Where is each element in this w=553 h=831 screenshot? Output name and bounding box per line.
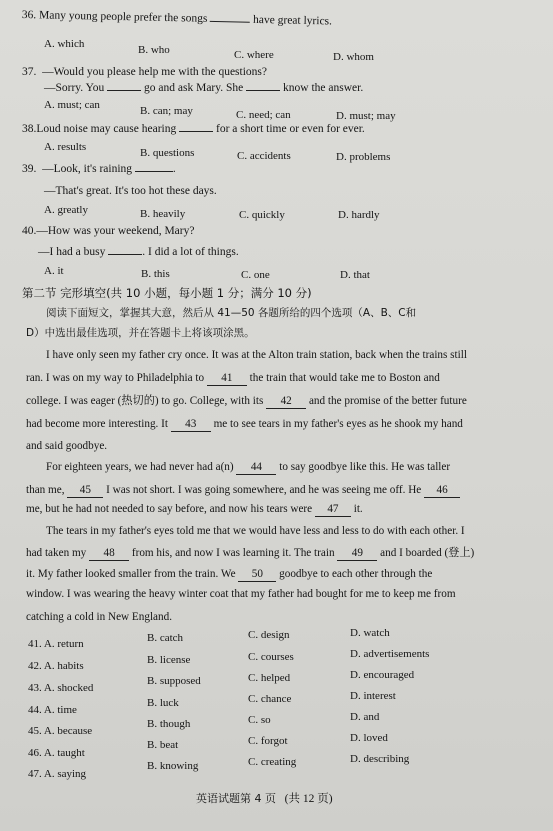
q39-line1-pre: —Look, it's raining: [42, 163, 133, 175]
question-38: [22, 122, 365, 136]
blank-49: 49: [337, 546, 377, 561]
passage-p1-line5: and said goodbye.: [26, 440, 108, 452]
q39-option-d: D. hardly: [338, 209, 380, 221]
blank-46: 46: [424, 483, 460, 498]
q36-stem-post: have great lyrics.: [252, 13, 333, 28]
blank-42: 42: [266, 394, 306, 409]
passage-p3-line5: catching a cold in New England.: [26, 611, 173, 623]
q36-option-a: A. which: [44, 38, 85, 50]
q37-line2: [44, 81, 363, 95]
passage-p1-line3: [26, 394, 467, 409]
question-36: [22, 8, 332, 28]
p3-l2-post: and I boarded (登上): [380, 547, 475, 559]
q39-number: 39.: [22, 163, 37, 175]
p1-l4-post: me to see tears in my father's eyes as he shook my hand: [213, 418, 463, 430]
q40-number: 40.: [22, 225, 37, 237]
blank-47: 47: [315, 502, 351, 517]
choice-47-c: C. creating: [248, 756, 297, 768]
q37-line1: —Would you please help me with the questions?: [42, 66, 268, 78]
p2-l2-pre: than me,: [26, 484, 65, 496]
question-37: [22, 65, 267, 79]
passage-p2-line1: [46, 460, 450, 475]
q38-option-d: D. problems: [336, 151, 391, 163]
p3-l3-post: goodbye to each other through the: [279, 568, 433, 580]
q36-option-b: B. who: [138, 44, 170, 56]
blank-41: 41: [207, 371, 247, 386]
passage-p2-line2: [26, 483, 460, 498]
choice-42-b: B. license: [147, 654, 191, 666]
blank-48: 48: [89, 546, 129, 561]
choice-43-a: 43. A. shocked: [28, 682, 94, 694]
choice-46-b: B. beat: [147, 739, 179, 751]
q40-blank: [108, 254, 142, 255]
q38-number: 38.: [22, 123, 37, 135]
choice-45-c: C. so: [248, 714, 271, 726]
question-39: [22, 162, 176, 176]
q40-option-d: D. that: [340, 269, 370, 281]
choice-43-b: B. supposed: [147, 675, 201, 687]
blank-45: 45: [67, 483, 103, 498]
q39-option-c: C. quickly: [239, 209, 285, 221]
footer-page-label: 英语试题第 4 页: [196, 792, 276, 805]
q37-line2-post: know the answer.: [283, 82, 364, 94]
p3-l3-pre: it. My father looked smaller from the train. We: [26, 568, 236, 580]
passage-p1-line4: [26, 417, 463, 432]
choice-41-d: D. watch: [350, 627, 390, 639]
p1-l3-post: and the promise of the better future: [308, 395, 467, 407]
q38-option-c: C. accidents: [237, 150, 291, 162]
q40-line2-post: . I did a lot of things.: [142, 246, 239, 258]
q37-option-a: A. must; can: [44, 99, 100, 111]
choice-47-b: B. knowing: [147, 760, 199, 772]
choice-41-a: 41. A. return: [28, 638, 84, 650]
q38-blank: [179, 131, 213, 132]
passage-p3-line3: [26, 567, 432, 582]
passage-p1-line1: I have only seen my father cry once. It was at the Alton train station, back when the trains still: [46, 349, 467, 361]
choice-46-a: 46. A. taught: [28, 747, 85, 759]
q39-line1-post: .: [172, 163, 176, 175]
choice-44-a: 44. A. time: [28, 704, 77, 716]
q39-option-a: A. greatly: [44, 204, 88, 216]
section-instruction-2: D）中选出最佳选项，并在答题卡上将该项涂黑。: [26, 327, 255, 339]
question-40: [22, 224, 194, 238]
choice-42-a: 42. A. habits: [28, 660, 84, 672]
choice-43-c: C. helped: [248, 672, 291, 684]
q37-option-c: C. need; can: [236, 109, 291, 121]
choice-45-b: B. though: [147, 718, 191, 730]
q36-blank: [210, 21, 250, 23]
p1-l2-post: the train that would take me to Boston and: [249, 372, 440, 384]
choice-45-d: D. and: [350, 711, 380, 723]
q36-option-d: D. whom: [333, 51, 374, 63]
choice-41-c: C. design: [248, 629, 290, 641]
q40-line2-pre: —I had a busy: [38, 246, 106, 258]
q37-blank-1: [107, 90, 141, 91]
q39-line2: —That's great. It's too hot these days.: [44, 185, 217, 197]
section-instruction-1: 阅读下面短文，掌握其大意，然后从 41—50 各题所给的四个选项（A、B、C和: [46, 307, 417, 319]
q40-line2: [38, 245, 239, 259]
choice-44-d: D. interest: [350, 690, 396, 702]
q40-option-c: C. one: [241, 269, 270, 281]
passage-p3-line4: window. I was wearing the heavy winter coat that my father had bought for me to keep me from: [26, 588, 456, 600]
q36-option-c: C. where: [234, 49, 274, 61]
passage-p3-line2: [26, 546, 474, 561]
q38-option-b: B. questions: [140, 147, 195, 159]
q37-blank-2: [246, 90, 280, 91]
q37-option-b: B. can; may: [140, 105, 193, 117]
blank-44: 44: [236, 460, 276, 475]
q37-option-d: D. must; may: [336, 110, 396, 122]
q39-blank: [135, 171, 173, 172]
blank-50: 50: [238, 567, 276, 582]
choice-44-c: C. chance: [248, 693, 292, 705]
p1-l4-pre: had become more interesting. It: [26, 418, 168, 430]
choice-44-b: B. luck: [147, 697, 179, 709]
p1-l3-pre: college. I was eager (热切的) to go. College, with its: [26, 395, 264, 407]
p2-l3-post: it.: [353, 503, 363, 515]
p3-l2-pre: had taken my: [26, 547, 87, 559]
passage-p1-line2: [26, 371, 440, 386]
q39-option-b: B. heavily: [140, 208, 186, 220]
q37-line2-mid: go and ask Mary. She: [144, 82, 244, 94]
q40-option-b: B. this: [141, 268, 170, 280]
q38-stem-pre: Loud noise may cause hearing: [36, 123, 177, 135]
q38-option-a: A. results: [44, 141, 87, 153]
q36-stem-pre: Many young people prefer the songs: [38, 9, 208, 25]
choice-43-d: D. encouraged: [350, 669, 415, 681]
footer-total-pages: (共 12 页): [284, 793, 333, 805]
page-footer: [196, 790, 333, 806]
choice-41-b: B. catch: [147, 632, 184, 644]
choice-47-d: D. describing: [350, 753, 410, 765]
q37-number: 37.: [22, 66, 37, 78]
p3-l2-mid: from his, and now I was learning it. The train: [131, 547, 335, 559]
choice-42-c: C. courses: [248, 651, 294, 663]
q40-line1: —How was your weekend, Mary?: [36, 225, 195, 237]
p2-l1-pre: For eighteen years, we had never had a(n): [46, 461, 234, 473]
p2-l1-post: to say goodbye like this. He was taller: [279, 461, 451, 473]
p2-l3-pre: me, but he had not needed to say before, and now his tears were: [26, 503, 313, 515]
passage-p3-line1: The tears in my father's eyes told me that we would have less and less to do with each other. I: [46, 525, 465, 537]
q37-line2-pre: —Sorry. You: [44, 82, 105, 94]
choice-42-d: D. advertisements: [350, 648, 430, 660]
blank-43: 43: [171, 417, 211, 432]
q40-option-a: A. it: [44, 265, 64, 277]
choice-47-a: 47. A. saying: [28, 768, 87, 780]
choice-46-c: C. forgot: [248, 735, 288, 747]
choice-45-a: 45. A. because: [28, 725, 93, 737]
p1-l2-pre: ran. I was on my way to Philadelphia to: [26, 372, 205, 384]
passage-p2-line3: [26, 502, 363, 517]
section-title: 第二节 完形填空(共 10 小题，每小题 1 分；满分 10 分): [22, 286, 312, 300]
p2-l2-mid: I was not short. I was going somewhere, and he was seeing me off. He: [106, 484, 422, 496]
choice-46-d: D. loved: [350, 732, 388, 744]
q36-number: 36.: [21, 8, 37, 22]
q38-stem-post: for a short time or even for ever.: [216, 123, 365, 135]
